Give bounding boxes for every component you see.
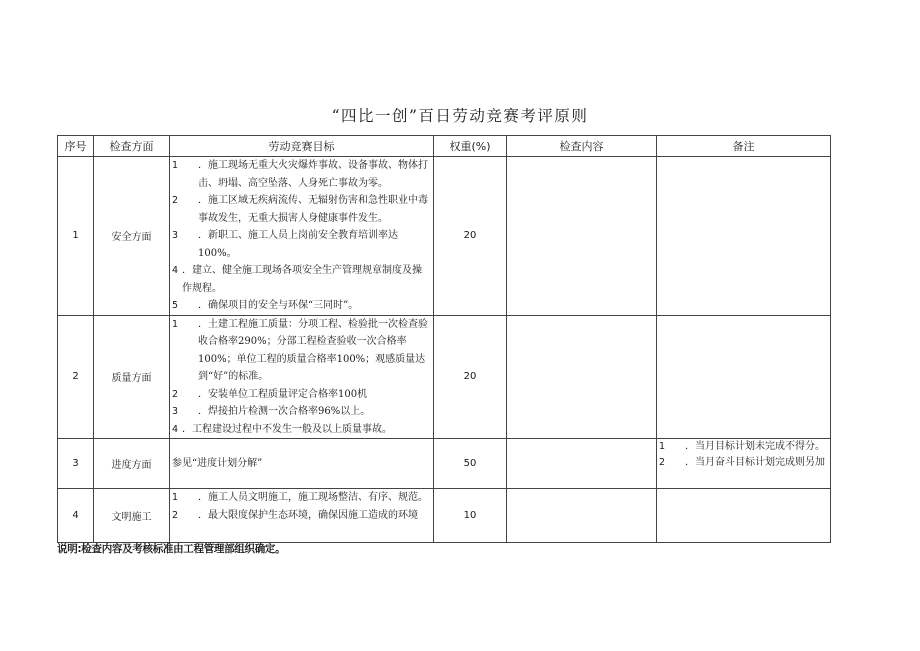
row-content <box>507 439 657 489</box>
row-content <box>507 315 657 439</box>
goal-item: 1 ．施工人员文明施工，施工现场整洁、有序、规范。 <box>172 492 428 503</box>
row-goals <box>170 157 434 316</box>
header-content: 检查内容 <box>507 136 657 157</box>
row-remark <box>657 157 831 316</box>
row-remark <box>657 439 831 489</box>
remark-item: 2 ．当月奋斗目标计划完成则另加 <box>659 457 825 468</box>
evaluation-table <box>57 135 831 543</box>
goal-text: 参见“进度计划分解” <box>172 457 263 469</box>
goal-item: 4 ．建立、健全施工现场各项安全生产管理规章制度及操作规程。 <box>172 265 422 294</box>
row-weight: 20 <box>434 157 507 316</box>
row-goals <box>170 315 434 439</box>
goal-item: 2 ．最大限度保护生态环境，确保因施工造成的环境 <box>172 509 418 521</box>
goal-item: 4 ．工程建设过程中不发生一般及以上质量事故。 <box>172 423 392 435</box>
row-area: 文明施工 <box>94 489 170 543</box>
row-seq: 2 <box>58 315 94 439</box>
goal-item: 3 ．新职工、施工人员上岗前安全教育培训率达100%。 <box>172 230 398 259</box>
header-remark: 备注 <box>657 136 831 157</box>
row-area: 安全方面 <box>94 157 170 316</box>
goal-item: 1 ．土建工程施工质量：分项工程、检验批一次检查验收合格率290%；分部工程检查验收一次合格率100%；单位工程的质量合格率100%；观感质量达到“好”的标准。 <box>172 318 428 382</box>
row-seq: 4 <box>58 489 94 543</box>
row-goals <box>170 439 434 489</box>
row-area: 进度方面 <box>94 439 170 489</box>
row-content <box>507 157 657 316</box>
table-row <box>58 489 831 543</box>
goal-item: 5 ．确保项目的安全与环保“三同时”。 <box>172 300 359 311</box>
goal-item: 3 ．焊接拍片检测一次合格率96%以上。 <box>172 406 371 417</box>
row-seq: 3 <box>58 439 94 489</box>
row-weight: 10 <box>434 489 507 543</box>
table-row <box>58 315 831 439</box>
goal-item: 2 ．安装单位工程质量评定合格率100机 <box>172 388 368 400</box>
row-seq: 1 <box>58 157 94 316</box>
row-weight: 50 <box>434 439 507 489</box>
header-goal: 劳动竞赛目标 <box>170 136 434 157</box>
row-goals <box>170 489 434 543</box>
table-row <box>58 439 831 489</box>
header-seq: 序号 <box>58 136 94 157</box>
row-weight: 20 <box>434 315 507 439</box>
header-area: 检查方面 <box>94 136 170 157</box>
goal-item: 2 ．施工区域无疾病流传、无辐射伤害和急性职业中毒事故发生，无重大损害人身健康事件发生。 <box>172 195 428 224</box>
page-title: “四比一创”百日劳动竞赛考评原则 <box>331 107 589 125</box>
row-area: 质量方面 <box>94 315 170 439</box>
table-header-row <box>58 136 831 157</box>
row-content <box>507 489 657 543</box>
footnote: 说明:检查内容及考核标准由工程管理部组织确定。 <box>57 543 286 555</box>
row-remark <box>657 315 831 439</box>
goal-item: 1 ．施工现场无重大火灾爆炸事故、设备事故、物体打击、坍塌、高空坠落、人身死亡事故为零。 <box>172 160 428 189</box>
remark-item: 1 ．当月目标计划未完成不得分。 <box>659 441 825 452</box>
table-row <box>58 157 831 316</box>
header-weight: 权重(%) <box>434 136 507 157</box>
row-remark <box>657 489 831 543</box>
